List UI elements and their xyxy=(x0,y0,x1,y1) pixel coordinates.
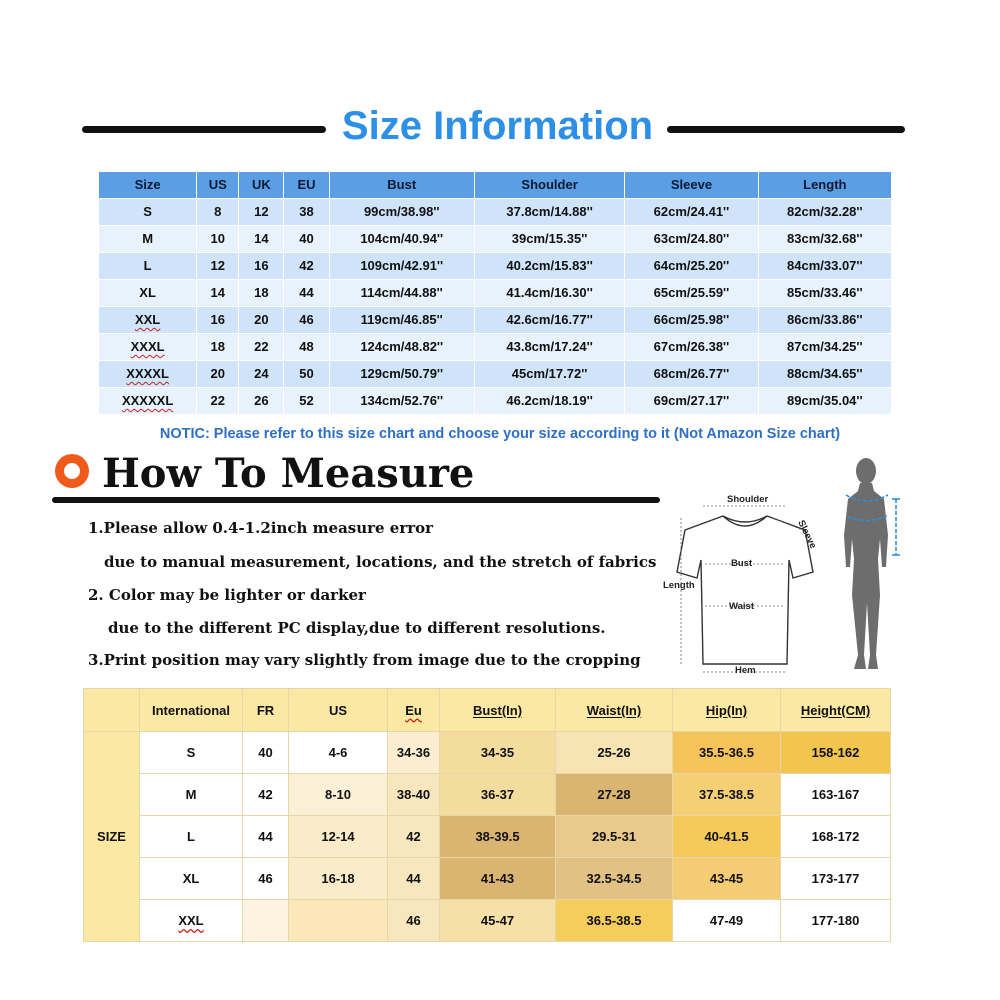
size-table-header-size: Size xyxy=(99,172,197,199)
international-table-cell xyxy=(440,732,556,774)
size-table-cell xyxy=(99,226,197,253)
size-table-cell xyxy=(284,334,329,361)
size-value: 39cm/15.35'' xyxy=(511,231,588,246)
size-table-cell xyxy=(99,388,197,415)
size-label: XL xyxy=(139,285,156,300)
size-table-cell xyxy=(197,199,239,226)
international-table-header xyxy=(388,689,440,732)
size-table-header-uk: UK xyxy=(239,172,284,199)
size-table xyxy=(98,171,892,415)
size-table-cell xyxy=(197,253,239,280)
size-label: XXL xyxy=(134,312,161,327)
international-size-label: XXL xyxy=(178,913,204,928)
size-value: 66cm/25.98'' xyxy=(653,312,730,327)
size-table-cell xyxy=(758,361,891,388)
international-header-label: International xyxy=(151,702,230,718)
international-table-cell xyxy=(388,858,440,900)
size-table-cell xyxy=(239,388,284,415)
size-value: 134cm/52.76'' xyxy=(360,393,444,408)
size-table-cell xyxy=(758,253,891,280)
size-table-cell xyxy=(329,280,474,307)
title-rule-left xyxy=(82,126,326,133)
international-size-value: 44 xyxy=(406,871,421,886)
size-table-cell xyxy=(474,307,624,334)
size-value: 12 xyxy=(254,204,269,219)
size-value: 37.8cm/14.88'' xyxy=(506,204,593,219)
international-table-cell xyxy=(243,774,289,816)
size-table-row xyxy=(99,226,892,253)
size-value: 22 xyxy=(210,393,226,408)
size-value: 99cm/38.98'' xyxy=(363,204,440,219)
size-table-cell xyxy=(239,226,284,253)
size-table-cell xyxy=(239,334,284,361)
size-table-cell xyxy=(474,199,624,226)
size-value: 8 xyxy=(214,204,222,219)
international-size-value: 42 xyxy=(406,829,421,844)
size-table-cell xyxy=(625,226,758,253)
size-value: 12 xyxy=(210,258,226,273)
international-table-cell xyxy=(440,900,556,942)
size-value: 38 xyxy=(299,204,314,219)
international-table-cell xyxy=(289,774,388,816)
size-table-cell xyxy=(284,226,329,253)
size-table-cell xyxy=(625,199,758,226)
international-size-value: 36-37 xyxy=(480,787,515,802)
size-table-cell xyxy=(239,361,284,388)
international-table-header xyxy=(673,689,781,732)
size-label: XXXXL xyxy=(126,366,169,381)
international-table-cell xyxy=(243,732,289,774)
size-value: 44 xyxy=(299,285,314,300)
international-table-cell xyxy=(140,816,243,858)
international-size-value: 16-18 xyxy=(321,871,355,886)
international-table-cell xyxy=(243,858,289,900)
international-table-row xyxy=(84,858,891,900)
size-value: 85cm/33.46'' xyxy=(787,285,863,300)
size-table-row xyxy=(99,253,892,280)
size-table-cell xyxy=(284,307,329,334)
size-value: 84cm/33.07'' xyxy=(787,258,863,273)
international-size-value: 46 xyxy=(258,871,273,886)
size-value: 69cm/27.17'' xyxy=(653,393,730,408)
international-table-cell xyxy=(140,900,243,942)
international-table-cell xyxy=(140,774,243,816)
page-title: Size Information xyxy=(341,104,654,148)
size-table-row xyxy=(99,307,892,334)
size-table-cell xyxy=(474,253,624,280)
shirt-collar xyxy=(723,516,767,526)
size-table-cell xyxy=(329,334,474,361)
bust-label: Bust xyxy=(731,558,753,569)
size-value: 83cm/32.68'' xyxy=(787,231,863,246)
international-table-header xyxy=(440,689,556,732)
size-table-cell xyxy=(284,361,329,388)
size-value: 40.2cm/15.83'' xyxy=(506,258,593,273)
size-value: 41.4cm/16.30'' xyxy=(506,285,593,300)
international-size-value: 4-6 xyxy=(328,745,348,760)
international-table-cell xyxy=(556,900,673,942)
international-table-row xyxy=(84,816,891,858)
size-value: 65cm/25.59'' xyxy=(653,285,730,300)
size-value: 26 xyxy=(254,393,269,408)
size-table-cell xyxy=(197,361,239,388)
size-value: 42 xyxy=(299,258,314,273)
international-table-header xyxy=(781,689,891,732)
size-table-cell xyxy=(625,307,758,334)
size-table-cell xyxy=(197,334,239,361)
size-table-header-bust: Bust xyxy=(329,172,474,199)
international-size-value: 47-49 xyxy=(709,913,744,928)
size-table-cell xyxy=(758,199,891,226)
size-value: 104cm/40.94'' xyxy=(360,231,444,246)
size-table-cell xyxy=(197,307,239,334)
size-value: 14 xyxy=(254,231,269,246)
size-value: 64cm/25.20'' xyxy=(653,258,730,273)
measure-rule xyxy=(52,497,660,503)
international-table-cell xyxy=(388,774,440,816)
size-value: 87cm/34.25'' xyxy=(787,339,863,354)
size-table-row xyxy=(99,361,892,388)
size-table-cell xyxy=(99,199,197,226)
international-table-header-row xyxy=(84,689,891,732)
size-label: L xyxy=(143,258,152,273)
size-value: 124cm/48.82'' xyxy=(360,339,444,354)
size-value: 18 xyxy=(254,285,269,300)
instruction-1-detail: due to manual measurement, locations, and the stretch of fabrics xyxy=(104,553,657,571)
international-size-value: 25-26 xyxy=(597,745,631,760)
international-size-value: 158-162 xyxy=(811,745,860,760)
international-table-cell xyxy=(440,858,556,900)
international-table-row xyxy=(84,732,891,774)
size-value: 16 xyxy=(210,312,226,327)
international-table-cell xyxy=(243,900,289,942)
size-value: 24 xyxy=(254,366,269,381)
international-table-cell xyxy=(388,900,440,942)
orange-circle-icon-center xyxy=(64,463,80,479)
international-size-value: 29.5-31 xyxy=(591,829,637,844)
international-table-header xyxy=(140,689,243,732)
international-size-value: 177-180 xyxy=(811,913,860,928)
international-table-cell xyxy=(243,816,289,858)
international-size-value: 35.5-36.5 xyxy=(699,745,754,760)
international-table-row xyxy=(84,774,891,816)
size-table-cell xyxy=(758,226,891,253)
size-table-cell xyxy=(625,253,758,280)
size-table-header-row xyxy=(99,172,892,199)
size-table-row xyxy=(99,334,892,361)
size-table-cell xyxy=(329,226,474,253)
size-value: 109cm/42.91'' xyxy=(360,258,444,273)
instruction-3: 3.Print position may vary slightly from image due to the cropping xyxy=(88,651,641,669)
waist-label: Waist xyxy=(729,601,754,612)
notice-text: NOTIC: Please refer to this size chart and choose your size according to it (Not Amazon Size chart) xyxy=(159,426,841,442)
international-header-label: FR xyxy=(256,702,275,718)
sleeve-label: Sleeve xyxy=(795,518,819,551)
international-table-cell xyxy=(673,816,781,858)
size-table-cell xyxy=(474,226,624,253)
size-table-cell xyxy=(474,388,624,415)
international-size-value: 34-36 xyxy=(396,745,431,760)
size-table-cell xyxy=(474,361,624,388)
size-table-row xyxy=(99,280,892,307)
international-size-value: 173-177 xyxy=(811,871,860,886)
international-header-label: Height(CM) xyxy=(800,702,871,718)
international-size-value: 38-40 xyxy=(396,787,431,802)
international-table-cell xyxy=(289,732,388,774)
size-table-header-shoulder: Shoulder xyxy=(474,172,624,199)
international-size-value: 44 xyxy=(258,829,273,844)
size-table-cell xyxy=(474,334,624,361)
shirt-outline xyxy=(677,516,813,664)
hem-label: Hem xyxy=(735,665,756,676)
size-table-cell xyxy=(99,334,197,361)
international-table-cell xyxy=(556,816,673,858)
international-table-cell xyxy=(673,732,781,774)
size-value: 46.2cm/18.19'' xyxy=(506,393,593,408)
international-size-value: 40-41.5 xyxy=(704,829,749,844)
size-value: 22 xyxy=(254,339,269,354)
international-table-cell xyxy=(781,732,891,774)
size-value: 114cm/44.88'' xyxy=(360,285,443,300)
international-size-value: 46 xyxy=(406,913,421,928)
international-size-label: XL xyxy=(182,871,200,886)
international-table-header xyxy=(556,689,673,732)
size-value: 20 xyxy=(210,366,226,381)
size-value: 48 xyxy=(299,339,314,354)
size-value: 89cm/35.04'' xyxy=(787,393,863,408)
size-table-cell xyxy=(625,361,758,388)
size-table-cell xyxy=(625,388,758,415)
size-table-cell xyxy=(284,388,329,415)
international-size-value: 40 xyxy=(258,745,273,760)
size-value: 46 xyxy=(299,312,314,327)
international-header-label: Eu xyxy=(405,702,422,718)
shirt-diagram xyxy=(655,488,835,683)
international-table-cell xyxy=(781,816,891,858)
international-table-cell xyxy=(388,732,440,774)
size-table-cell xyxy=(239,199,284,226)
size-table-cell xyxy=(625,334,758,361)
size-label: S xyxy=(143,204,152,219)
size-table-header-length: Length xyxy=(758,172,891,199)
international-size-value: 37.5-38.5 xyxy=(699,787,754,802)
international-table-cell xyxy=(673,858,781,900)
size-value: 119cm/46.85'' xyxy=(360,312,443,327)
size-table-cell xyxy=(99,307,197,334)
international-table-row xyxy=(84,900,891,942)
size-table-cell xyxy=(474,280,624,307)
international-table-cell xyxy=(388,816,440,858)
international-size-value: 32.5-34.5 xyxy=(586,871,642,886)
size-table-cell xyxy=(197,388,239,415)
size-table-row xyxy=(99,388,892,415)
size-value: 67cm/26.38'' xyxy=(653,339,730,354)
international-size-label: L xyxy=(187,829,195,844)
size-value: 62cm/24.41'' xyxy=(653,204,730,219)
international-table-cell xyxy=(289,816,388,858)
international-size-value: 27-28 xyxy=(597,787,631,802)
international-size-value: 42 xyxy=(258,787,273,802)
size-value: 63cm/24.80'' xyxy=(653,231,730,246)
size-table-cell xyxy=(239,280,284,307)
size-table-cell xyxy=(284,280,329,307)
international-size-value: 38-39.5 xyxy=(475,829,520,844)
title-rule-right xyxy=(667,126,905,133)
size-value: 45cm/17.72'' xyxy=(511,366,588,381)
size-value: 52 xyxy=(299,393,314,408)
length-label: Length xyxy=(663,580,695,591)
size-value: 88cm/34.65'' xyxy=(787,366,863,381)
size-value: 18 xyxy=(210,339,226,354)
size-label: XXXL xyxy=(130,339,165,354)
size-value: 86cm/33.86'' xyxy=(787,312,863,327)
size-value: 50 xyxy=(299,366,314,381)
size-table-cell xyxy=(284,253,329,280)
size-table-cell xyxy=(329,361,474,388)
international-size-value: 41-43 xyxy=(480,871,515,886)
size-table-cell xyxy=(758,307,891,334)
size-table-row xyxy=(99,199,892,226)
international-header-label: Bust(In) xyxy=(472,702,523,718)
international-table-header xyxy=(243,689,289,732)
size-value: 16 xyxy=(254,258,269,273)
size-label: M xyxy=(142,231,154,246)
size-value: 43.8cm/17.24'' xyxy=(506,339,593,354)
size-value: 68cm/26.77'' xyxy=(653,366,730,381)
international-table-cell xyxy=(289,858,388,900)
size-table-header-eu: EU xyxy=(284,172,329,199)
international-table-cell xyxy=(781,900,891,942)
size-group-label: SIZE xyxy=(84,732,140,942)
shoulder-label: Shoulder xyxy=(727,494,769,505)
size-value: 10 xyxy=(210,231,226,246)
international-size-value: 168-172 xyxy=(811,829,860,844)
international-size-label: M xyxy=(185,787,197,802)
size-table-cell xyxy=(99,280,197,307)
international-size-value: 34-35 xyxy=(480,745,515,760)
size-label: XXXXXL xyxy=(121,393,174,408)
size-table-header-sleeve: Sleeve xyxy=(625,172,758,199)
size-table-cell xyxy=(758,334,891,361)
international-header-label: Hip(In) xyxy=(705,702,748,718)
size-table-cell xyxy=(99,253,197,280)
size-value: 20 xyxy=(254,312,269,327)
international-size-label: S xyxy=(186,745,196,760)
measure-heading: How To Measure xyxy=(102,450,475,497)
size-table-cell xyxy=(284,199,329,226)
international-table-cell xyxy=(556,774,673,816)
size-table-cell xyxy=(197,226,239,253)
international-table-cell xyxy=(440,816,556,858)
international-size-value: 163-167 xyxy=(811,787,860,802)
international-size-value: 12-14 xyxy=(321,829,355,844)
international-table-header xyxy=(289,689,388,732)
international-size-table xyxy=(83,688,891,942)
size-table-cell xyxy=(329,199,474,226)
international-header-label: US xyxy=(328,702,348,718)
size-table-cell xyxy=(239,307,284,334)
international-table-corner xyxy=(84,689,140,732)
size-table-cell xyxy=(329,253,474,280)
instruction-2-detail: due to the different PC display,due to different resolutions. xyxy=(108,619,606,637)
size-value: 42.6cm/16.77'' xyxy=(506,312,593,327)
international-size-value: 8-10 xyxy=(324,787,352,802)
size-value: 14 xyxy=(210,285,226,300)
size-table-cell xyxy=(758,388,891,415)
size-table-cell xyxy=(197,280,239,307)
international-table-cell xyxy=(673,900,781,942)
size-value: 82cm/32.28'' xyxy=(787,204,863,219)
international-size-value: 36.5-38.5 xyxy=(586,913,642,928)
international-header-label: Waist(In) xyxy=(586,702,642,718)
international-table-cell xyxy=(673,774,781,816)
instruction-1: 1.Please allow 0.4-1.2inch measure error xyxy=(88,519,434,537)
international-table-cell xyxy=(781,858,891,900)
international-table-cell xyxy=(440,774,556,816)
international-table-cell xyxy=(556,858,673,900)
international-table-cell xyxy=(781,774,891,816)
size-value: 40 xyxy=(299,231,314,246)
international-table-cell xyxy=(556,732,673,774)
size-table-cell xyxy=(758,280,891,307)
size-table-cell xyxy=(329,388,474,415)
size-table-cell xyxy=(99,361,197,388)
international-size-value: 45-47 xyxy=(480,913,515,928)
woman-silhouette-figure xyxy=(830,455,910,683)
size-table-cell xyxy=(239,253,284,280)
size-table-header-us: US xyxy=(197,172,239,199)
international-size-value: 43-45 xyxy=(709,871,744,886)
instruction-2: 2. Color may be lighter or darker xyxy=(88,586,366,604)
international-table-cell xyxy=(140,732,243,774)
size-table-cell xyxy=(625,280,758,307)
international-table-cell xyxy=(289,900,388,942)
size-table-cell xyxy=(329,307,474,334)
size-value: 129cm/50.79'' xyxy=(360,366,444,381)
international-table-cell xyxy=(140,858,243,900)
